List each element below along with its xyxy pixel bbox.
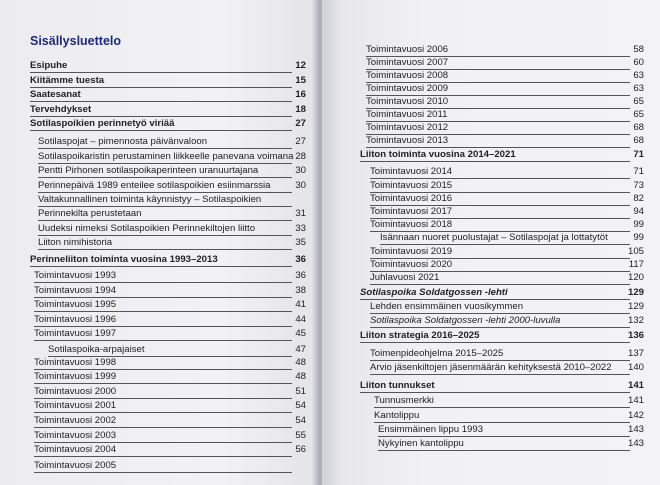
left-toc-entry: [38, 151, 306, 165]
toc-entry-title: Sotilaspoikien perinnetyö viriää: [30, 118, 175, 129]
right-toc-entry: [374, 410, 644, 424]
left-toc-entry: [38, 237, 306, 251]
toc-entry-title: Kantolippu: [374, 410, 420, 421]
toc-entry-title: Pentti Pirhonen sotilaspoikaperinteen uranuurtajana: [38, 165, 259, 176]
toc-leader-line: [34, 369, 292, 370]
toc-entry-page: 117: [628, 259, 644, 270]
toc-entry-page: 71: [633, 149, 644, 160]
toc-entry-page: 30: [295, 180, 306, 191]
right-toc-entry: [360, 330, 644, 344]
left-toc-entry: [34, 460, 306, 474]
left-toc-entry: [34, 386, 306, 400]
toc-entry-page: 12: [295, 60, 306, 71]
toc-entry-title: Liiton nimihistoria: [38, 237, 113, 248]
right-toc-entry: [370, 180, 644, 194]
toc-entry-title: Perinneliiton toiminta vuosina 1993–2013: [30, 254, 218, 265]
toc-entry-title: Valtakunnallinen toiminta käynnistyy – Sotilaspoikien: [38, 194, 262, 205]
toc-entry-page: 63: [633, 70, 644, 81]
left-toc-entry: [30, 118, 306, 132]
toc-leader-line: [30, 101, 292, 102]
toc-entry-page: 143: [627, 438, 644, 449]
toc-entry-page: 63: [633, 83, 644, 94]
toc-entry-title: Toimintavuosi 2002: [34, 415, 117, 426]
left-toc-entry: [34, 270, 306, 284]
left-toc-entry: [38, 208, 306, 222]
right-toc-entry: [378, 438, 644, 452]
toc-entry-page: 30: [295, 165, 306, 176]
toc-entry-title: Toimintavuosi 1996: [34, 314, 117, 325]
toc-leader-line: [34, 282, 292, 283]
left-toc-entry: [34, 444, 306, 458]
left-toc-entry: [34, 328, 306, 342]
toc-entry-page: 143: [627, 424, 644, 435]
toc-leader-line: [370, 313, 630, 314]
toc-entry-page: 54: [295, 415, 306, 426]
toc-entry-page: 36: [295, 270, 306, 281]
left-toc-entry: [34, 400, 306, 414]
toc-entry-title: Lehden ensimmäinen vuosikymmen: [370, 301, 524, 312]
toc-entry-page: 141: [627, 380, 644, 391]
toc-leader-line: [38, 249, 292, 250]
toc-entry-page: 140: [627, 362, 644, 373]
toc-entry-title: Toimintavuosi 2008: [366, 70, 449, 81]
toc-entry-title: Liiton tunnukset: [360, 380, 435, 391]
toc-entry-page: 35: [295, 237, 306, 248]
right-toc-entry: [370, 259, 644, 273]
toc-entry-title: Toimintavuosi 2015: [370, 180, 453, 191]
toc-leader-line: [38, 192, 292, 193]
toc-entry-title: Toimintavuosi 2017: [370, 206, 453, 217]
toc-entry-page: 27: [295, 118, 306, 129]
toc-entry-title: Sotilaspoikaristin perustaminen liikkeelle panevana voimana: [38, 151, 294, 162]
toc-leader-line: [38, 235, 292, 236]
toc-entry-page: 132: [627, 315, 644, 326]
left-toc-entry: [38, 180, 306, 194]
toc-entry-title: Toimintavuosi 2001: [34, 400, 117, 411]
toc-leader-line: [360, 299, 630, 300]
toc-entry-title: Toimintavuosi 2020: [370, 259, 453, 270]
toc-entry-title: Toimintavuosi 1994: [34, 285, 117, 296]
toc-entry-page: 60: [633, 57, 644, 68]
left-page: [0, 0, 318, 485]
toc-entry-title: Toimintavuosi 2011: [366, 109, 448, 120]
toc-entry-page: 47: [295, 344, 306, 355]
toc-leader-line: [370, 284, 630, 285]
toc-entry-page: 41: [295, 299, 306, 310]
toc-entry-title: Liiton toiminta vuosina 2014–2021: [360, 149, 516, 160]
toc-entry-title: Sotilaspoika Soldatgossen -lehti 2000-luvulla: [370, 315, 561, 326]
left-toc-entry: [34, 415, 306, 429]
toc-entry-title: Toimintavuosi 2004: [34, 444, 117, 455]
right-toc-entry: [370, 206, 644, 220]
toc-leader-line: [360, 392, 630, 393]
toc-entry-page: 129: [627, 287, 644, 298]
toc-leader-line: [38, 177, 292, 178]
toc-entry-title: Toimintavuosi 2000: [34, 386, 117, 397]
right-toc-entry: [366, 96, 644, 110]
toc-entry-title: Toimintavuosi 2006: [366, 44, 449, 55]
toc-entry-page: 73: [633, 180, 644, 191]
toc-entry-title: Toimintavuosi 1999: [34, 371, 117, 382]
right-toc-entry: [366, 109, 644, 123]
toc-entry-page: 28: [295, 151, 306, 162]
right-toc-entry: [370, 348, 644, 362]
left-toc-entry: [30, 89, 306, 103]
left-toc-entry: [34, 314, 306, 328]
right-toc-entry: [366, 122, 644, 136]
toc-entry-title: Toimenpideohjelma 2015–2025: [370, 348, 504, 359]
toc-entry-title: Saatesanat: [30, 89, 81, 100]
toc-leader-line: [38, 148, 292, 149]
toc-entry-page: 99: [633, 232, 644, 243]
right-toc-entry: [366, 70, 644, 84]
left-toc-entry: [38, 223, 306, 237]
toc-entry-title: Kiitämme tuesta: [30, 75, 105, 86]
toc-entry-title: Isännaan nuoret puolustajat – Sotilaspojat ja lottatytöt: [380, 232, 608, 243]
toc-leader-line: [30, 130, 292, 131]
toc-entry-title: Uudeksi nimeksi Sotilaspoikien Perinnekiltojen liitto: [38, 223, 256, 234]
right-toc-entry: [370, 272, 644, 286]
toc-entry-page: 71: [633, 166, 644, 177]
toc-leader-line: [30, 116, 292, 117]
right-toc-entry: [366, 83, 644, 97]
toc-leader-line: [34, 456, 292, 457]
toc-entry-title: Sotilaspojat – pimennosta päivänvaloon: [38, 136, 208, 147]
toc-leader-line: [34, 427, 292, 428]
left-toc-entry: [34, 299, 306, 313]
toc-entry-title: Toimintavuosi 2009: [366, 83, 449, 94]
toc-leader-line: [34, 442, 292, 443]
right-toc-entry: [360, 380, 644, 394]
right-toc-entry: [360, 149, 644, 163]
toc-leader-line: [34, 297, 292, 298]
toc-leader-line: [34, 398, 292, 399]
toc-entry-page: 54: [295, 400, 306, 411]
toc-entry-page: 68: [633, 135, 644, 146]
toc-leader-line: [34, 412, 292, 413]
toc-entry-title: Toimintavuosi 2007: [366, 57, 449, 68]
toc-entry-page: 94: [633, 206, 644, 217]
toc-entry-title: Nykyinen kantolippu: [378, 438, 464, 449]
left-toc-entry: [38, 165, 306, 179]
toc-entry-page: 15: [295, 75, 306, 86]
right-toc-entry: [370, 246, 644, 260]
toc-entry-page: 68: [633, 122, 644, 133]
toc-leader-line: [38, 206, 292, 207]
toc-entry-title: Toimintavuosi 2014: [370, 166, 453, 177]
toc-entry-page: 27: [295, 136, 306, 147]
toc-entry-page: 99: [633, 219, 644, 230]
toc-entry-title: Perinnepäivä 1989 enteilee sotilaspoikien esiinmarssia: [38, 180, 271, 191]
toc-entry-title: Sotilaspoika Soldatgossen -lehti: [360, 287, 508, 298]
right-toc-entry: [370, 315, 644, 329]
left-toc-entry: [38, 136, 306, 150]
toc-entry-title: Toimintavuosi 2018: [370, 219, 453, 230]
toc-entry-page: 65: [633, 109, 644, 120]
toc-entry-page: 120: [627, 272, 644, 283]
right-toc-entry: [380, 232, 644, 246]
left-toc-entry: [30, 60, 306, 74]
left-toc-entry: [34, 357, 306, 371]
left-toc-entry: [30, 254, 306, 268]
right-toc-entry: [370, 362, 644, 376]
toc-leader-line: [30, 87, 292, 88]
right-toc-entry: [370, 301, 644, 315]
toc-leader-line: [370, 327, 630, 328]
toc-leader-line: [366, 147, 630, 148]
left-toc-entry: [48, 344, 306, 358]
toc-entry-title: Toimintavuosi 2010: [366, 96, 449, 107]
toc-leader-line: [30, 72, 292, 73]
toc-leader-line: [370, 178, 630, 179]
toc-entry-title: Perinnekilta perustetaan: [38, 208, 142, 219]
left-toc-entry: [30, 75, 306, 89]
toc-entry-title: Esipuhe: [30, 60, 68, 71]
toc-entry-page: 82: [633, 193, 644, 204]
right-toc-entry: [360, 287, 644, 301]
toc-entry-page: 48: [295, 357, 306, 368]
right-toc-entry: [370, 193, 644, 207]
toc-leader-line: [378, 450, 630, 451]
toc-title: Sisällysluettelo: [30, 34, 122, 48]
toc-entry-page: 33: [295, 223, 306, 234]
toc-entry-page: 58: [633, 44, 644, 55]
toc-entry-page: 36: [295, 254, 306, 265]
toc-leader-line: [38, 220, 292, 221]
right-page: [322, 0, 660, 485]
toc-entry-page: 44: [295, 314, 306, 325]
toc-entry-page: 56: [295, 444, 306, 455]
toc-leader-line: [34, 311, 292, 312]
toc-leader-line: [370, 374, 630, 375]
toc-entry-page: 55: [295, 430, 306, 441]
toc-leader-line: [34, 383, 292, 384]
right-toc-entry: [366, 135, 644, 149]
right-toc-entry: [370, 166, 644, 180]
left-toc-entry: [30, 104, 306, 118]
toc-entry-title: Tunnusmerkki: [374, 395, 434, 406]
toc-entry-page: 136: [627, 330, 644, 341]
left-toc-entry: [34, 285, 306, 299]
toc-leader-line: [30, 266, 292, 267]
left-toc-entry: [38, 194, 306, 208]
toc-entry-page: 142: [627, 410, 644, 421]
toc-leader-line: [370, 360, 630, 361]
toc-entry-page: 51: [295, 386, 306, 397]
toc-entry-title: Toimintavuosi 1998: [34, 357, 117, 368]
toc-entry-title: Toimintavuosi 1995: [34, 299, 117, 310]
right-toc-entry: [370, 219, 644, 233]
toc-leader-line: [360, 342, 630, 343]
toc-entry-page: 48: [295, 371, 306, 382]
toc-entry-title: Toimintavuosi 2016: [370, 193, 453, 204]
toc-entry-title: Ensimmäinen lippu 1993: [378, 424, 484, 435]
toc-entry-title: Toimintavuosi 2019: [370, 246, 453, 257]
left-toc-entry: [34, 371, 306, 385]
toc-entry-title: Tervehdykset: [30, 104, 92, 115]
toc-leader-line: [360, 161, 630, 162]
toc-entry-page: 18: [295, 104, 306, 115]
toc-leader-line: [374, 407, 630, 408]
right-toc-entry: [366, 57, 644, 71]
toc-entry-page: 45: [295, 328, 306, 339]
toc-entry-page: 38: [295, 285, 306, 296]
toc-entry-title: Toimintavuosi 1997: [34, 328, 117, 339]
toc-entry-page: 31: [295, 208, 306, 219]
toc-entry-title: Arvio jäsenkiltojen jäsenmäärän kehityksestä 2010–2022: [370, 362, 612, 373]
toc-entry-title: Toimintavuosi 2005: [34, 460, 117, 471]
toc-entry-page: 141: [627, 395, 644, 406]
toc-leader-line: [34, 340, 292, 341]
toc-leader-line: [38, 163, 292, 164]
toc-entry-page: 65: [633, 96, 644, 107]
toc-entry-title: Juhlavuosi 2021: [370, 272, 440, 283]
toc-entry-page: 16: [295, 89, 306, 100]
toc-entry-title: Toimintavuosi 1993: [34, 270, 117, 281]
toc-entry-title: Liiton strategia 2016–2025: [360, 330, 480, 341]
toc-leader-line: [380, 244, 630, 245]
toc-entry-title: Toimintavuosi 2013: [366, 135, 449, 146]
right-toc-entry: [366, 44, 644, 58]
toc-leader-line: [374, 422, 630, 423]
toc-entry-title: Toimintavuosi 2012: [366, 122, 449, 133]
toc-entry-title: Toimintavuosi 2003: [34, 430, 117, 441]
toc-entry-page: 137: [627, 348, 644, 359]
toc-leader-line: [34, 326, 292, 327]
toc-entry-title: Sotilaspoika-arpajaiset: [48, 344, 145, 355]
toc-leader-line: [34, 472, 292, 473]
toc-entry-page: 105: [627, 246, 644, 257]
right-toc-entry: [378, 424, 644, 438]
left-toc-entry: [34, 430, 306, 444]
toc-leader-line: [378, 436, 630, 437]
right-toc-entry: [374, 395, 644, 409]
toc-entry-page: 129: [627, 301, 644, 312]
